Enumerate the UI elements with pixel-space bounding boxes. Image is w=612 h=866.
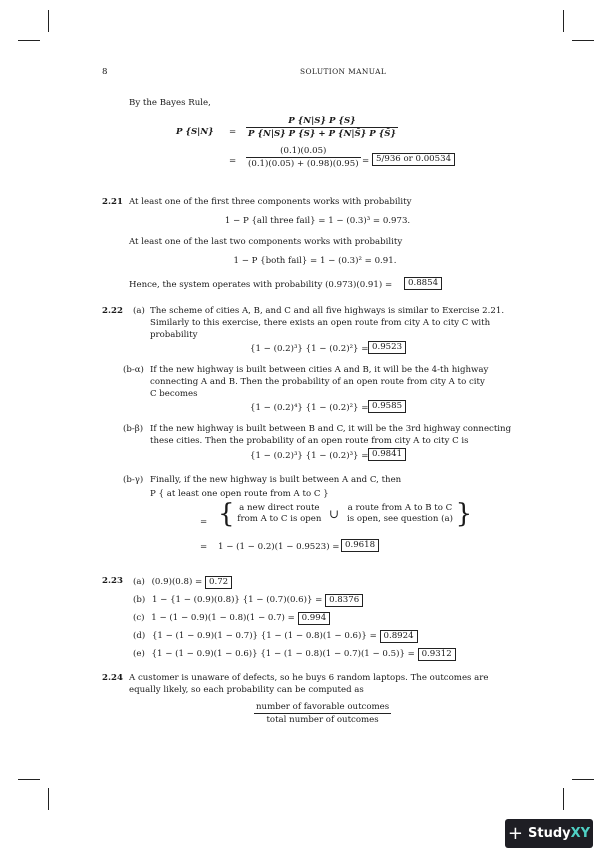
crop-mark [572,779,594,780]
p222-a-result: 0.9523 [368,341,406,354]
p224-line1: A customer is unaware of defects, so he buys 6 random laptops. The outcomes are [129,673,489,683]
crop-mark [572,40,594,41]
crop-mark [563,10,564,32]
studyxy-watermark [505,819,593,848]
p223-item-a [133,576,232,589]
brand-prefix: Study [528,826,571,841]
p221-formula1: 1 − P {all three fail} = 1 − (0.3)³ = 0.973. [224,216,411,226]
p223-item-formula: 1 − {1 − (0.9)(0.8)} {1 − (0.7)(0.6)} = [151,595,323,605]
bayes-fraction-1 [246,116,398,139]
crop-mark [48,788,49,810]
bayes-num-2: (0.1)(0.05) [246,146,361,158]
p221-result: 0.8854 [404,277,442,290]
p221-line1: At least one of the first three components works with probability [129,197,412,207]
p222-bg-line2: P { at least one open route from A to C } [150,489,329,499]
crop-mark [18,779,40,780]
bayes-den-2: (0.1)(0.05) + (0.98)(0.95) [248,159,359,169]
brand-suffix: XY [570,826,591,841]
bayes-result: 5/936 or 0.00534 [372,153,455,166]
p222-a-line2: Similarly to this exercise, there exists an open route from city A to city C with [150,318,491,328]
p222-bg-right-top: a route from A to B to C [347,503,453,513]
crop-mark [18,40,40,41]
running-title: SOLUTION MANUAL [300,67,387,76]
bayes-den-1: P {N|S} P {S} + P {N|S̄} P {S̄} [248,129,396,139]
p224-line2: equally likely, so each probability can be computed as [129,685,364,695]
p223-item-b [133,594,363,607]
p223-item-tag: (e) [133,649,145,659]
left-brace: { [218,499,235,529]
bayes-eq2: = [229,156,237,166]
p222-bg-formula: 1 − (1 − 0.2)(1 − 0.9523) = [218,542,340,552]
crop-mark [563,788,564,810]
p223-item-tag: (c) [133,613,145,623]
bayes-lhs: P {S|N} [176,127,214,137]
p221-formula2: 1 − P {both fail} = 1 − (0.3)² = 0.91. [233,256,397,266]
p222-ba-formula: {1 − (0.2)⁴} {1 − (0.2)²} = [250,403,369,413]
p221-line2: At least one of the last two components works with probability [129,237,403,247]
problem-label-2-23: 2.23 [102,576,123,586]
p223-item-result: 0.994 [298,612,331,625]
p222-bg-left-set [237,503,321,525]
p223-item-tag: (a) [133,577,145,587]
bayes-fraction-2 [246,146,361,169]
p222-ba-line3: C becomes [150,389,198,399]
p222-bb-formula: {1 − (0.2)³} {1 − (0.2)³} = [250,451,369,461]
right-brace: } [455,499,473,529]
p222-bg-tag: (b-γ) [123,475,144,485]
p223-item-tag: (b) [133,595,146,605]
p222-bg-line1: Finally, if the new highway is built between A and C, then [150,475,402,485]
plus-icon: + [507,823,524,844]
p223-item-c [133,612,330,625]
p223-item-result: 0.8924 [380,630,418,643]
p223-item-e [133,648,456,661]
crop-mark [48,10,49,32]
p222-bb-tag: (b-β) [123,424,144,434]
p222-bg-set-expression [218,501,472,527]
bayes-eq3: = [362,156,370,166]
p221-line3: Hence, the system operates with probability (0.973)(0.91) = [129,280,393,290]
page-number: 8 [102,67,108,77]
p222-ba-line2: connecting A and B. Then the probability of an open route from city A to city [150,377,485,387]
p222-bb-line2: these cities. Then the probability of an open route from city A to city C is [150,436,469,446]
bayes-eq1: = [229,127,237,137]
p222-bg-result: 0.9618 [341,539,379,552]
problem-label-2-21: 2.21 [102,197,123,207]
problem-label-2-24: 2.24 [102,673,123,683]
p222-a-line1: The scheme of cities A, B, and C and all five highways is similar to Exercise 2.21. [150,306,505,316]
p224-frac-num: number of favorable outcomes [256,702,390,712]
p222-bg-eq2: = [200,542,208,552]
p223-item-result: 0.9312 [418,648,456,661]
p222-bg-eq1: = [200,517,208,527]
bayes-intro: By the Bayes Rule, [129,98,211,108]
p222-a-tag: (a) [133,306,145,316]
p223-item-result: 0.8376 [325,594,363,607]
problem-label-2-22: 2.22 [102,306,123,316]
p222-bg-right-bottom: is open, see question (a) [346,514,453,524]
p223-item-d [133,630,418,643]
p223-item-tag: (d) [133,631,146,641]
p223-item-formula: {1 − (1 − 0.9)(1 − 0.7)} {1 − (1 − 0.8)(1 − 0.6)} = [151,631,377,641]
p222-bg-left-bottom: from A to C is open [237,514,322,524]
p222-ba-result: 0.9585 [368,400,406,413]
p223-item-formula: (0.9)(0.8) = [151,577,203,587]
p223-item-formula: 1 − (1 − 0.9)(1 − 0.8)(1 − 0.7) = [151,613,295,623]
p222-ba-tag: (b-α) [123,365,144,375]
p224-frac-den: total number of outcomes [266,715,379,725]
p223-item-result: 0.72 [205,576,232,589]
p223-item-formula: {1 − (1 − 0.9)(1 − 0.6)} {1 − (1 − 0.8)(1 − 0.7)(1 − 0.5)} = [151,649,415,659]
p222-bb-result: 0.9841 [368,448,406,461]
p224-fraction [254,702,391,725]
union-symbol: ∪ [329,507,340,521]
p222-a-formula: {1 − (0.2)³} {1 − (0.2)²} = [250,344,369,354]
p222-bb-line1: If the new highway is built between B and C, it will be the 3rd highway connecting [150,424,512,434]
bayes-num-1: P {N|S} P {S} [246,116,398,128]
p222-a-line3: probability [150,330,198,340]
p222-ba-line1: If the new highway is built between cities A and B, it will be the 4-th highway [150,365,489,375]
p222-bg-left-top: a new direct route [239,503,320,513]
p222-bg-right-set [347,503,453,525]
